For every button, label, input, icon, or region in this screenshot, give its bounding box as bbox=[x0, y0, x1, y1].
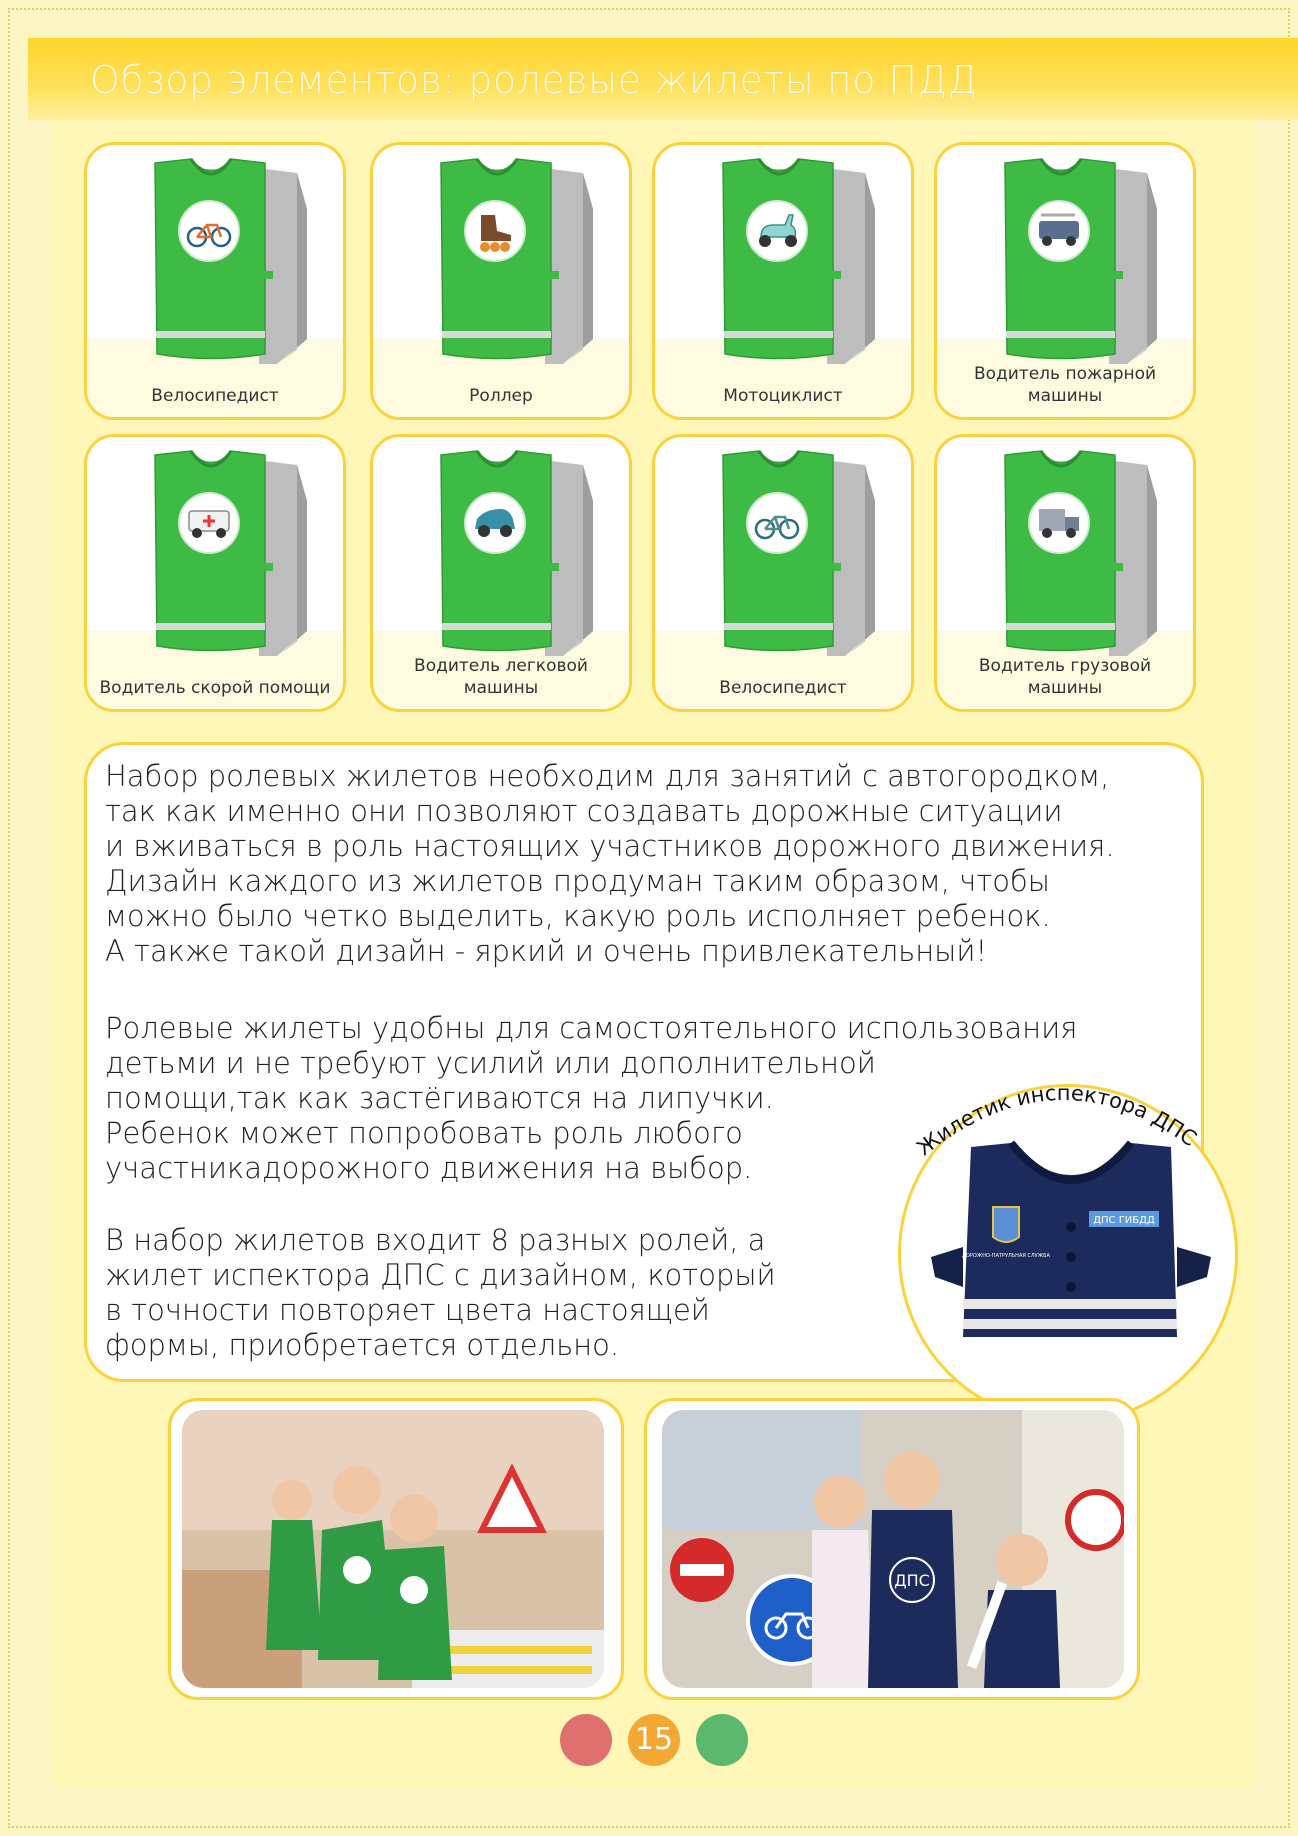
text-line: формы, приобретается отдельно. bbox=[105, 1328, 620, 1362]
dps-emblem-text: ДОРОЖНО-ПАТРУЛЬНАЯ СЛУЖБА bbox=[962, 1253, 1050, 1259]
vest-label: Велосипедист bbox=[719, 678, 847, 698]
vest-label: Водитель легковой машины bbox=[414, 656, 588, 698]
title-bar bbox=[28, 38, 1298, 120]
text-line: и вживаться в роль настоящих участников дорожного движения. bbox=[105, 829, 1115, 863]
vest-label: Роллер bbox=[469, 386, 533, 406]
description-paragraph-3 bbox=[105, 1223, 776, 1363]
text-line: Ролевые жилеты удобны для самостоятельного использования bbox=[105, 1011, 1078, 1045]
vest-card-car-driver bbox=[370, 434, 632, 712]
vest-illustration bbox=[433, 149, 613, 379]
text-line: Дизайн каждого из жилетов продуман таким образом, чтобы bbox=[105, 864, 1050, 898]
photo-dps-sign-text: ДПС bbox=[894, 1571, 930, 1590]
photo-children-dps-scene bbox=[662, 1410, 1124, 1688]
text-line: можно было четко выделить, какую роль исполняет ребенок. bbox=[105, 899, 1051, 933]
vest-card-fire-truck-driver bbox=[934, 142, 1196, 420]
dps-caption: Жилетик инспектора ДПС bbox=[912, 1080, 1202, 1161]
text-line: так как именно они позволяют создавать дорожные ситуации bbox=[105, 794, 1063, 828]
text-line: в точности повторяет цвета настоящей bbox=[105, 1293, 710, 1327]
page-title: Обзор элементов: ролевые жилеты по ПДД bbox=[90, 58, 978, 102]
text-line: жилет испектора ДПС с дизайном, который bbox=[105, 1258, 776, 1292]
vest-card-cyclist bbox=[84, 142, 346, 420]
text-line: Ребенок может попробовать роль любого bbox=[105, 1116, 743, 1150]
vest-card-motorcyclist bbox=[652, 142, 914, 420]
text-line: В набор жилетов входит 8 разных ролей, а bbox=[105, 1223, 766, 1257]
dps-badge-text: ДПС ГИБДД bbox=[1093, 1215, 1155, 1226]
vest-label: Водитель скорой помощи bbox=[99, 678, 331, 698]
vest-card-cyclist-2 bbox=[652, 434, 914, 712]
text-line: участникадорожного движения на выбор. bbox=[105, 1151, 753, 1185]
vest-card-truck-driver bbox=[934, 434, 1196, 712]
vest-illustration bbox=[147, 441, 327, 671]
photo-children-in-vests bbox=[182, 1410, 604, 1688]
vest-card-roller bbox=[370, 142, 632, 420]
vest-card-ambulance-driver bbox=[84, 434, 346, 712]
vest-illustration bbox=[997, 149, 1177, 379]
red-dot bbox=[560, 1714, 612, 1766]
text-line: детьми и не требуют усилий или дополнительной bbox=[105, 1046, 876, 1080]
vest-label: Водитель пожарной машины bbox=[973, 364, 1157, 406]
green-dot bbox=[696, 1714, 748, 1766]
vest-illustration bbox=[997, 441, 1177, 671]
vest-illustration bbox=[433, 441, 613, 671]
vest-label: Велосипедист bbox=[151, 386, 279, 406]
vest-label: Мотоциклист bbox=[723, 386, 843, 406]
text-line: Набор ролевых жилетов необходим для занятий с автогородком, bbox=[105, 759, 1110, 793]
vest-illustration bbox=[147, 149, 327, 379]
svg-text:Жилетик инспектора ДПС bbox=[912, 1081, 1201, 1160]
description-paragraph-1 bbox=[105, 759, 1115, 969]
text-line: помощи,так как застёгиваются на липучки. bbox=[105, 1081, 774, 1115]
vest-illustration bbox=[715, 441, 895, 671]
vest-label: Водитель грузовой машины bbox=[978, 656, 1152, 698]
page-number: 15 bbox=[628, 1714, 680, 1766]
text-line: А также такой дизайн - яркий и очень привлекательный! bbox=[105, 934, 988, 968]
dps-caption-arc bbox=[888, 1060, 1238, 1180]
vest-illustration bbox=[715, 149, 895, 379]
